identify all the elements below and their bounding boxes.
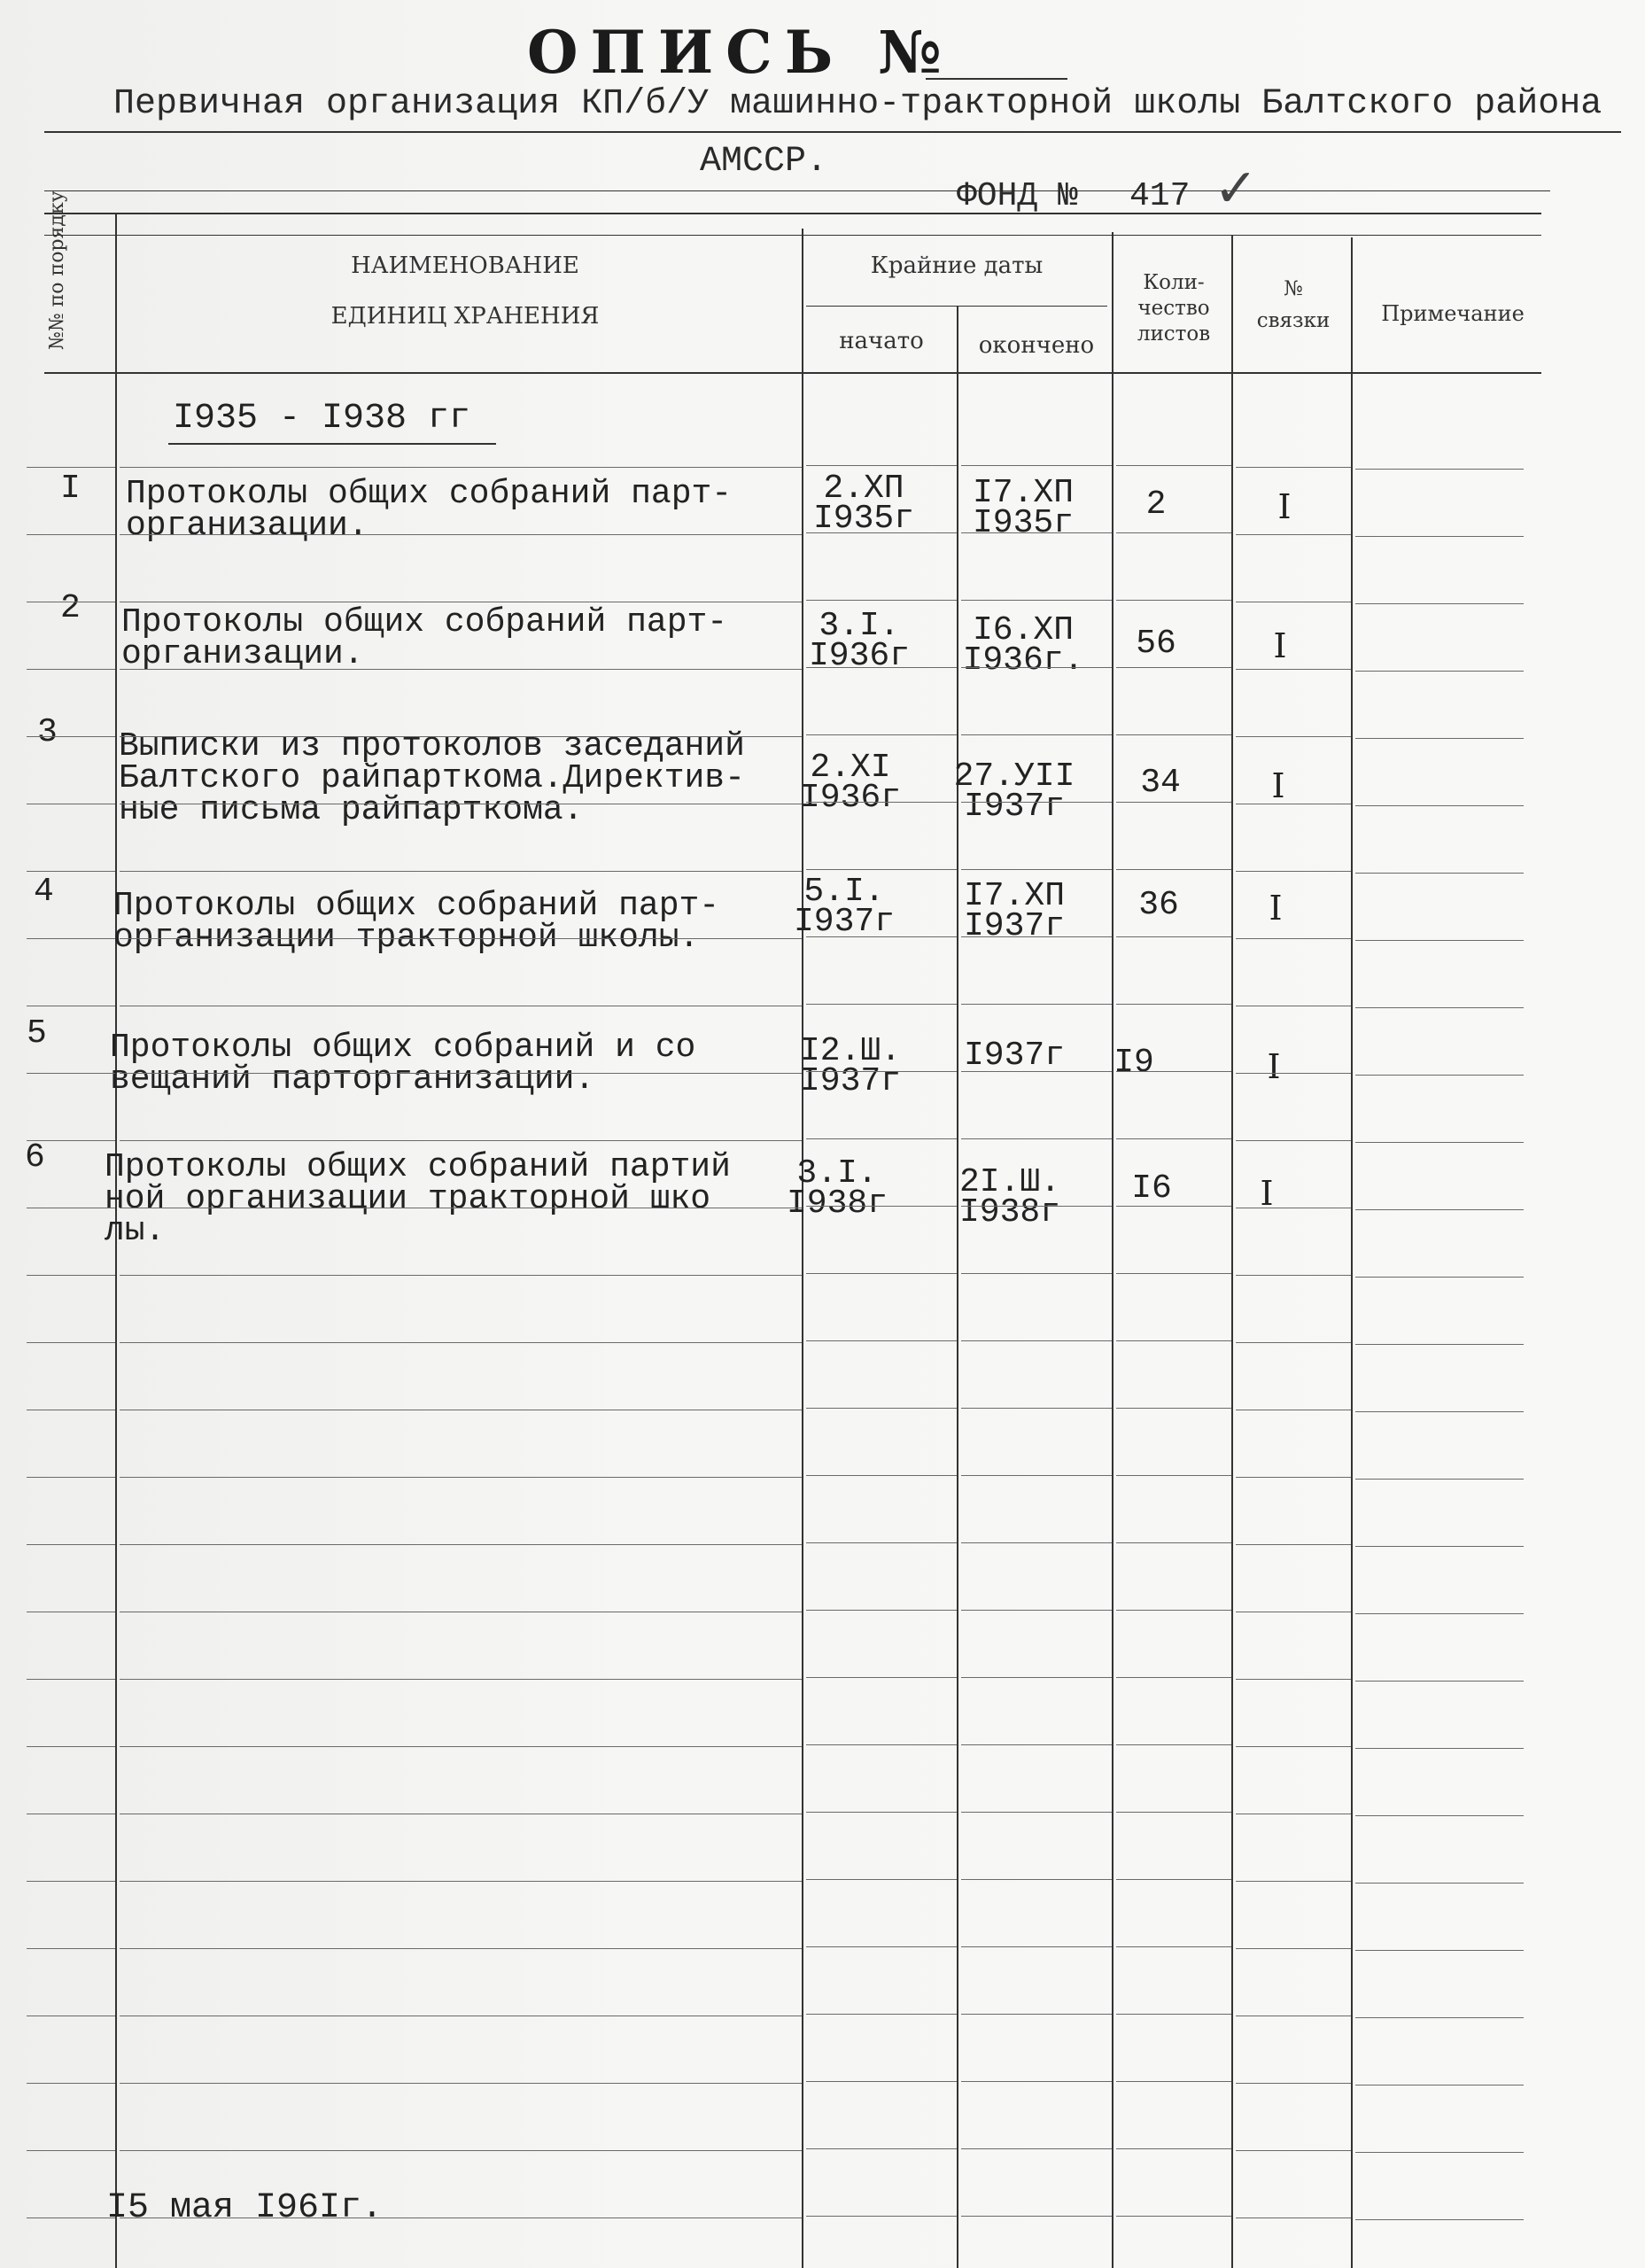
title-number-blank xyxy=(926,78,1067,80)
row-number: I xyxy=(60,470,81,508)
ruled-line xyxy=(1236,1544,1351,1545)
ruled-line xyxy=(27,1746,115,1747)
ruled-line xyxy=(27,669,115,670)
ruled-line xyxy=(1236,1275,1351,1276)
ruled-line xyxy=(806,734,957,735)
ruled-line xyxy=(120,938,802,939)
ruled-line xyxy=(1236,534,1351,535)
ruled-line xyxy=(27,1679,115,1680)
check-mark-icon: ✓ xyxy=(1214,158,1259,220)
ruled-line xyxy=(120,1544,802,1545)
ruled-line xyxy=(806,1946,957,1947)
ruled-line xyxy=(1355,671,1524,672)
row-start-date: 3.I. I936г xyxy=(808,607,911,675)
row-bundle: I xyxy=(1273,626,1287,665)
ruled-line xyxy=(961,2014,1112,2015)
ruled-line xyxy=(961,869,1112,870)
row-bundle: I xyxy=(1267,1047,1281,1086)
ruled-line xyxy=(961,1273,1112,1274)
ruled-line xyxy=(961,1946,1112,1947)
footer-date: I5 мая I96Iг. xyxy=(106,2188,384,2228)
ruled-line xyxy=(1355,1142,1524,1143)
ruled-line xyxy=(1355,1277,1524,1278)
ruled-line xyxy=(1355,1007,1524,1008)
ruled-line xyxy=(120,1140,802,1141)
ruled-line xyxy=(120,871,802,872)
ruled-line xyxy=(961,1138,1112,1139)
ruled-line xyxy=(27,938,115,939)
ruled-line xyxy=(806,1744,957,1745)
ruled-line xyxy=(1116,869,1231,870)
ruled-line xyxy=(1355,1075,1524,1076)
row-title: Протоколы общих собраний и со вещаний парторганизации. xyxy=(110,1029,696,1099)
row-number: 2 xyxy=(60,589,81,627)
ruled-line xyxy=(1355,1479,1524,1480)
row-end-date: I6.XП I936г. xyxy=(962,611,1084,680)
col-divider-sheets xyxy=(1231,235,1233,2268)
row-title: Протоколы общих собраний партий ной организации тракторной шко лы. xyxy=(105,1148,731,1250)
ruled-line xyxy=(120,1275,802,1276)
ruled-line xyxy=(1116,1004,1231,1005)
ruled-line xyxy=(1355,873,1524,874)
organization-region: АМССР. xyxy=(700,142,828,182)
row-sheet-count: 56 xyxy=(1136,625,1176,663)
ruled-line xyxy=(961,1408,1112,1409)
ruled-line xyxy=(961,2216,1112,2217)
row-number: 5 xyxy=(27,1014,47,1052)
ruled-line xyxy=(1236,1073,1351,1074)
ruled-line xyxy=(1355,469,1524,470)
row-end-date: I7.XП I935г xyxy=(972,474,1075,542)
ruled-line xyxy=(961,1340,1112,1341)
ruled-line xyxy=(806,1677,957,1678)
ruled-line xyxy=(1116,1071,1231,1072)
row-sheet-count: 2 xyxy=(1145,485,1167,524)
row-start-date: 2.XI I936г xyxy=(799,749,902,817)
ruled-line xyxy=(1355,603,1524,604)
ruled-line xyxy=(806,1004,957,1005)
ruled-line xyxy=(961,1812,1112,1813)
ruled-line xyxy=(961,532,1112,533)
org-underline-2 xyxy=(44,190,1550,191)
ruled-line xyxy=(1116,465,1231,466)
ruled-line xyxy=(1355,1950,1524,1951)
period-heading: I935 - I938 гг xyxy=(173,399,471,439)
ruled-line xyxy=(120,1948,802,1949)
ruled-line xyxy=(120,1679,802,1680)
row-end-date: 27.УII I937г xyxy=(953,757,1075,826)
ruled-line xyxy=(1116,1879,1231,1880)
ruled-line xyxy=(27,1140,115,1141)
ruled-line xyxy=(120,534,802,535)
header-bottom-border xyxy=(44,372,1541,374)
ruled-line xyxy=(961,1475,1112,1476)
ruled-line xyxy=(1236,1477,1351,1478)
ruled-line xyxy=(1355,1613,1524,1614)
ruled-line xyxy=(1116,1677,1231,1678)
col-divider-end xyxy=(1112,232,1113,2268)
ruled-line xyxy=(1355,805,1524,806)
ruled-line xyxy=(1236,1948,1351,1949)
row-number: 6 xyxy=(25,1138,45,1177)
ruled-line xyxy=(1355,1546,1524,1547)
ruled-line xyxy=(120,1073,802,1074)
ruled-line xyxy=(1236,2150,1351,2151)
row-sheet-count: 34 xyxy=(1140,764,1181,802)
ruled-line xyxy=(27,1881,115,1882)
ruled-line xyxy=(961,600,1112,601)
ruled-line xyxy=(1116,1744,1231,1745)
header-start: начато xyxy=(839,328,924,354)
ruled-line xyxy=(806,936,957,937)
ruled-line xyxy=(961,1744,1112,1745)
ruled-line xyxy=(120,669,802,670)
row-title: Протоколы общих собраний парт- организации. xyxy=(121,603,728,673)
ruled-line xyxy=(806,532,957,533)
ruled-line xyxy=(27,1275,115,1276)
ruled-line xyxy=(1116,1946,1231,1947)
header-sheets: Коли- чество листов xyxy=(1137,271,1211,346)
ruled-line xyxy=(1116,1138,1231,1139)
ruled-line xyxy=(806,1408,957,1409)
ruled-line xyxy=(1116,1340,1231,1341)
ruled-line xyxy=(1116,600,1231,601)
ruled-line xyxy=(961,1071,1112,1072)
ruled-line xyxy=(806,869,957,870)
ruled-line xyxy=(806,2014,957,2015)
header-dates: Крайние даты xyxy=(870,252,1044,279)
row-bundle: I xyxy=(1269,889,1283,928)
ruled-line xyxy=(1236,2083,1351,2084)
ruled-line xyxy=(1355,2152,1524,2153)
ruled-line xyxy=(120,467,802,468)
ruled-line xyxy=(961,2081,1112,2082)
ruled-line xyxy=(1236,1342,1351,1343)
ruled-line xyxy=(27,467,115,468)
ruled-line xyxy=(1116,734,1231,735)
ruled-line xyxy=(1116,532,1231,533)
ruled-line xyxy=(806,2216,957,2217)
row-end-date: 2I.Ш. I938г xyxy=(958,1163,1061,1231)
ruled-line xyxy=(27,1948,115,1949)
ruled-line xyxy=(120,736,802,737)
ruled-line xyxy=(1116,667,1231,668)
ruled-line xyxy=(1355,2219,1524,2220)
ruled-line xyxy=(1355,1344,1524,1345)
ruled-line xyxy=(27,2083,115,2084)
row-sheet-count: 36 xyxy=(1138,886,1179,924)
ruled-line xyxy=(27,1477,115,1478)
ruled-line xyxy=(120,1746,802,1747)
ruled-line xyxy=(1355,536,1524,537)
row-start-date: 5.I. I937г xyxy=(793,873,896,941)
col-divider-start xyxy=(957,306,958,2268)
ruled-line xyxy=(1116,1206,1231,1207)
ruled-line xyxy=(120,1342,802,1343)
ruled-line xyxy=(1116,1610,1231,1611)
ruled-line xyxy=(1236,736,1351,737)
ruled-line xyxy=(120,2083,802,2084)
ruled-line xyxy=(961,802,1112,803)
table-top-border-2 xyxy=(44,235,1541,236)
ruled-line xyxy=(961,667,1112,668)
ruled-line xyxy=(120,1881,802,1882)
header-name-line1: НАИМЕНОВАНИЕ xyxy=(351,252,579,279)
ruled-line xyxy=(1236,1881,1351,1882)
ruled-line xyxy=(27,871,115,872)
ruled-line xyxy=(806,1475,957,1476)
period-underline xyxy=(168,443,496,445)
ruled-line xyxy=(1355,1815,1524,1816)
ruled-line xyxy=(961,1677,1112,1678)
ruled-line xyxy=(806,1610,957,1611)
ruled-line xyxy=(1236,871,1351,872)
ruled-line xyxy=(1355,1681,1524,1682)
header-name-line2: ЕДИНИЦ ХРАНЕНИЯ xyxy=(330,303,600,330)
ruled-line xyxy=(806,1542,957,1543)
row-start-date: 2.XП I935г xyxy=(812,470,915,538)
ruled-line xyxy=(806,667,957,668)
ruled-line xyxy=(1116,2081,1231,2082)
ruled-line xyxy=(806,1812,957,1813)
ruled-line xyxy=(27,2150,115,2151)
row-bundle: I xyxy=(1271,766,1285,805)
org-underline xyxy=(44,131,1621,133)
fond-number: 417 xyxy=(1129,177,1191,215)
ruled-line xyxy=(1236,669,1351,670)
ruled-line xyxy=(1355,940,1524,941)
row-end-date: I937г xyxy=(963,1037,1066,1075)
ruled-line xyxy=(961,1004,1112,1005)
ruled-line xyxy=(806,1273,957,1274)
ruled-line xyxy=(1355,738,1524,739)
ruled-line xyxy=(1355,2017,1524,2018)
row-sheet-count: I9 xyxy=(1113,1044,1154,1082)
row-bundle: I xyxy=(1277,487,1292,526)
ruled-line xyxy=(806,1071,957,1072)
ruled-line xyxy=(806,1206,957,1207)
ruled-line xyxy=(961,1206,1112,1207)
ruled-line xyxy=(1116,2014,1231,2015)
ruled-line xyxy=(806,2081,957,2082)
row-end-date: I7.XП I937г xyxy=(963,877,1066,945)
ruled-line xyxy=(27,1342,115,1343)
row-title: Протоколы общих собраний парт- организации. xyxy=(126,475,733,545)
ruled-line xyxy=(806,1340,957,1341)
header-bundle: № связки xyxy=(1256,277,1331,332)
ruled-line xyxy=(1116,1273,1231,1274)
organization-name: Первичная организация КП/б/У машинно-тракторной школы Балтского района xyxy=(113,84,1602,124)
row-number: 4 xyxy=(34,873,54,911)
ruled-line xyxy=(961,734,1112,735)
ruled-line xyxy=(1236,1140,1351,1141)
table-top-border xyxy=(44,213,1541,214)
ruled-line xyxy=(1116,936,1231,937)
header-number: №№ по порядку xyxy=(46,190,68,350)
ruled-line xyxy=(1116,1408,1231,1409)
ruled-line xyxy=(806,1879,957,1880)
ruled-line xyxy=(1355,1883,1524,1884)
col-divider-bundle xyxy=(1351,237,1353,2268)
fond-label: ФОНД № xyxy=(957,177,1078,215)
ruled-line xyxy=(806,465,957,466)
ruled-line xyxy=(1355,1209,1524,1210)
ruled-line xyxy=(27,1073,115,1074)
row-number: 3 xyxy=(37,713,58,751)
ruled-line xyxy=(961,465,1112,466)
ruled-line xyxy=(806,2148,957,2149)
ruled-line xyxy=(1355,1748,1524,1749)
ruled-line xyxy=(961,1610,1112,1611)
ruled-line xyxy=(1236,938,1351,939)
ruled-line xyxy=(27,736,115,737)
ruled-line xyxy=(1236,467,1351,468)
ruled-line xyxy=(806,802,957,803)
ruled-line xyxy=(961,1542,1112,1543)
ruled-line xyxy=(961,936,1112,937)
row-title: Протоколы общих собраний парт- организации тракторной школы. xyxy=(113,887,720,957)
ruled-line xyxy=(27,534,115,535)
ruled-line xyxy=(1116,1812,1231,1813)
ruled-line xyxy=(1236,1679,1351,1680)
ruled-line xyxy=(1116,1475,1231,1476)
ruled-line xyxy=(1116,2148,1231,2149)
ruled-line xyxy=(961,2148,1112,2149)
row-sheet-count: I6 xyxy=(1131,1169,1172,1208)
row-start-date: I2.Ш. I937г xyxy=(799,1032,902,1100)
ruled-line xyxy=(27,1544,115,1545)
ruled-line xyxy=(1355,1411,1524,1412)
ruled-line xyxy=(1116,2216,1231,2217)
row-start-date: 3.I. I938г xyxy=(786,1154,888,1223)
document-title: ОПИСЬ № xyxy=(527,18,954,87)
row-bundle: I xyxy=(1260,1174,1274,1213)
ruled-line xyxy=(1116,802,1231,803)
row-title: Выписки из протоколов заседаний Балтского райпарткома.Директив- ные письма райпарткома. xyxy=(119,727,745,829)
ruled-line xyxy=(1116,1542,1231,1543)
ruled-line xyxy=(120,2150,802,2151)
header-end: окончено xyxy=(978,332,1095,359)
ruled-line xyxy=(806,1138,957,1139)
ruled-line xyxy=(961,1879,1112,1880)
ruled-line xyxy=(1236,1746,1351,1747)
ruled-line xyxy=(120,1477,802,1478)
header-note: Примечание xyxy=(1381,301,1525,326)
ruled-line xyxy=(806,600,957,601)
